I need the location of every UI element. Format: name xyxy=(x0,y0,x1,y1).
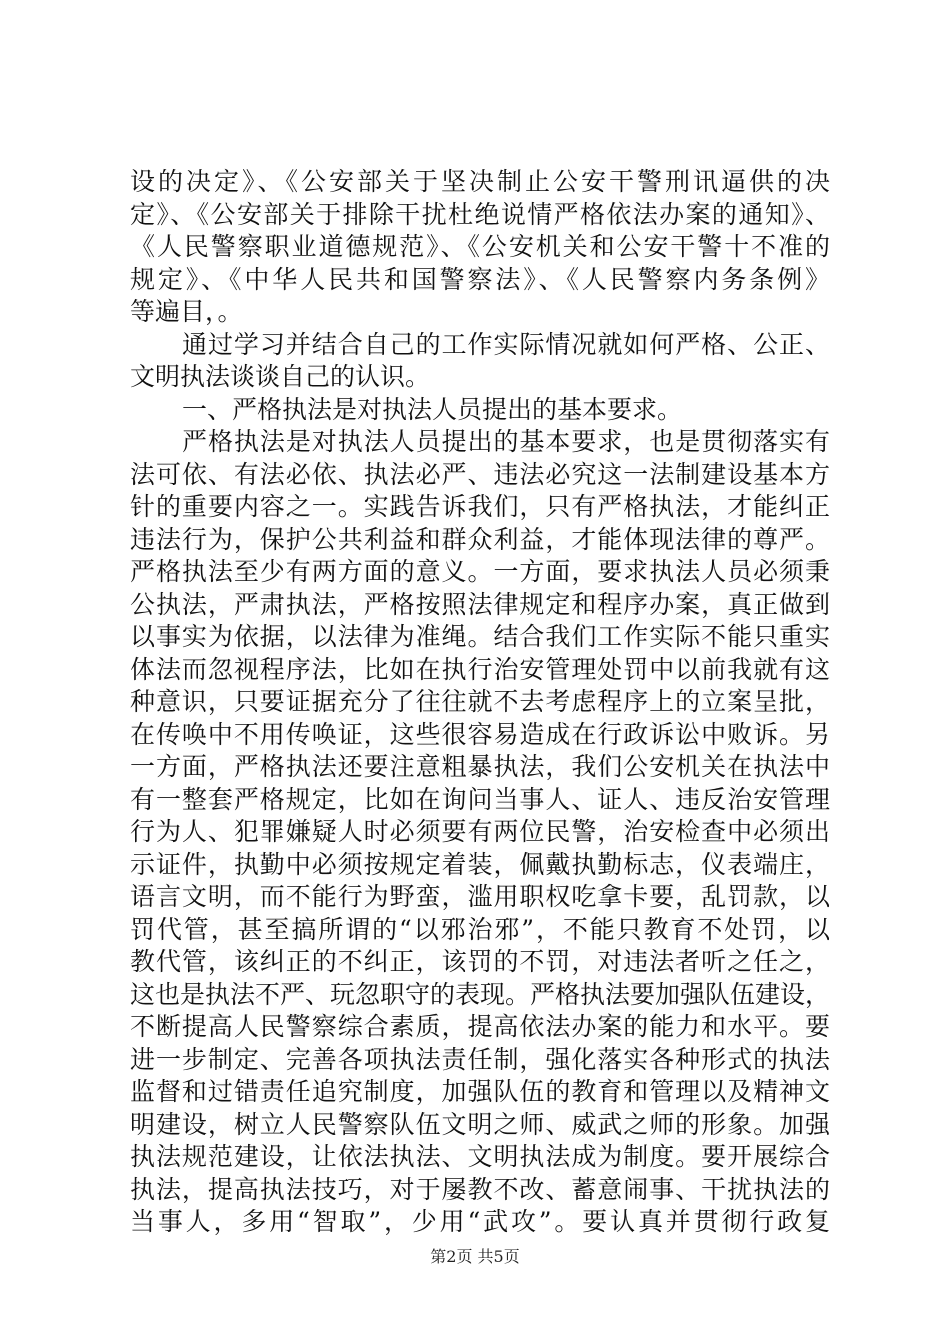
text-line: 一、严格执法是对执法人员提出的基本要求。 xyxy=(182,394,683,424)
text-line: 等遍目，。 xyxy=(130,297,243,326)
text-line: 示证件，执勤中必须按规定着装，佩戴执勤标志，仪表端庄， xyxy=(130,849,830,879)
text-line: 公执法，严肃执法，严格按照法律规定和程序办案，真正做到 xyxy=(130,589,830,619)
text-line: 在传唤中不用传唤证，这些很容易造成在行政诉讼中败诉。另 xyxy=(130,719,830,749)
text-line: 罚代管，甚至搞所谓的“以邪治邪”，不能只教育不处罚，以 xyxy=(130,914,830,944)
text-line: 行为人、犯罪嫌疑人时必须要有两位民警，治安检查中必须出 xyxy=(130,817,830,846)
text-line: 通过学习并结合自己的工作实际情况就如何严格、公正、 xyxy=(182,329,830,359)
text-line: 法可依、有法必依、执法必严、违法必究这一法制建设基本方 xyxy=(130,459,830,489)
text-line: 语言文明，而不能行为野蛮，滥用职权吃拿卡要，乱罚款，以 xyxy=(130,882,830,911)
text-line: 体法而忽视程序法，比如在执行治安管理处罚中以前我就有这 xyxy=(130,654,830,684)
text-line: 针的重要内容之一。实践告诉我们，只有严格执法，才能纠正 xyxy=(130,492,830,521)
text-line: 教代管，该纠正的不纠正，该罚的不罚，对违法者听之任之， xyxy=(130,947,830,976)
document-body xyxy=(130,166,830,1239)
page-number-footer: 第2页 共5页 xyxy=(430,1247,520,1266)
text-line: 定》、《公安部关于排除干扰杜绝说情严格依法办案的通知》、 xyxy=(130,199,830,229)
text-line: 《人民警察职业道德规范》、《公安机关和公安干警十不准的 xyxy=(130,232,830,261)
text-line: 监督和过错责任追究制度，加强队伍的教育和管理以及精神文 xyxy=(130,1077,830,1106)
text-line: 规定》、《中华人民共和国警察法》、《人民警察内务条例》 xyxy=(130,264,830,294)
text-line: 执法，提高执法技巧，对于屡教不改、蓄意闹事、干扰执法的 xyxy=(130,1174,830,1204)
text-line: 文明执法谈谈自己的认识。 xyxy=(130,362,431,391)
text-line: 当事人，多用“智取”，少用“武攻”。要认真并贯彻行政复 xyxy=(130,1207,830,1236)
text-line: 以事实为依据，以法律为准绳。结合我们工作实际不能只重实 xyxy=(130,622,830,651)
text-line: 这也是执法不严、玩忽职守的表现。严格执法要加强队伍建设， xyxy=(130,979,831,1009)
text-line: 进一步制定、完善各项执法责任制，强化落实各种形式的执法 xyxy=(130,1044,830,1074)
text-line: 设的决定》、《公安部关于坚决制止公安干警刑讯逼供的决 xyxy=(130,167,830,196)
text-line: 执法规范建设，让依法执法、文明执法成为制度。要开展综合 xyxy=(130,1142,830,1171)
text-line: 种意识，只要证据充分了往往就不去考虑程序上的立案呈批， xyxy=(130,687,830,716)
text-line: 严格执法是对执法人员提出的基本要求，也是贯彻落实有 xyxy=(182,427,830,456)
text-line: 一方面，严格执法还要注意粗暴执法，我们公安机关在执法中 xyxy=(130,752,830,781)
text-line: 违法行为，保护公共利益和群众利益，才能体现法律的尊严。 xyxy=(130,524,830,554)
text-line: 明建设，树立人民警察队伍文明之师、威武之师的形象。加强 xyxy=(130,1109,830,1139)
text-line: 严格执法至少有两方面的意义。一方面，要求执法人员必须秉 xyxy=(130,557,830,586)
text-line: 有一整套严格规定，比如在询问当事人、证人、违反治安管理 xyxy=(130,784,830,814)
text-line: 不断提高人民警察综合素质，提高依法办案的能力和水平。要 xyxy=(130,1012,830,1041)
